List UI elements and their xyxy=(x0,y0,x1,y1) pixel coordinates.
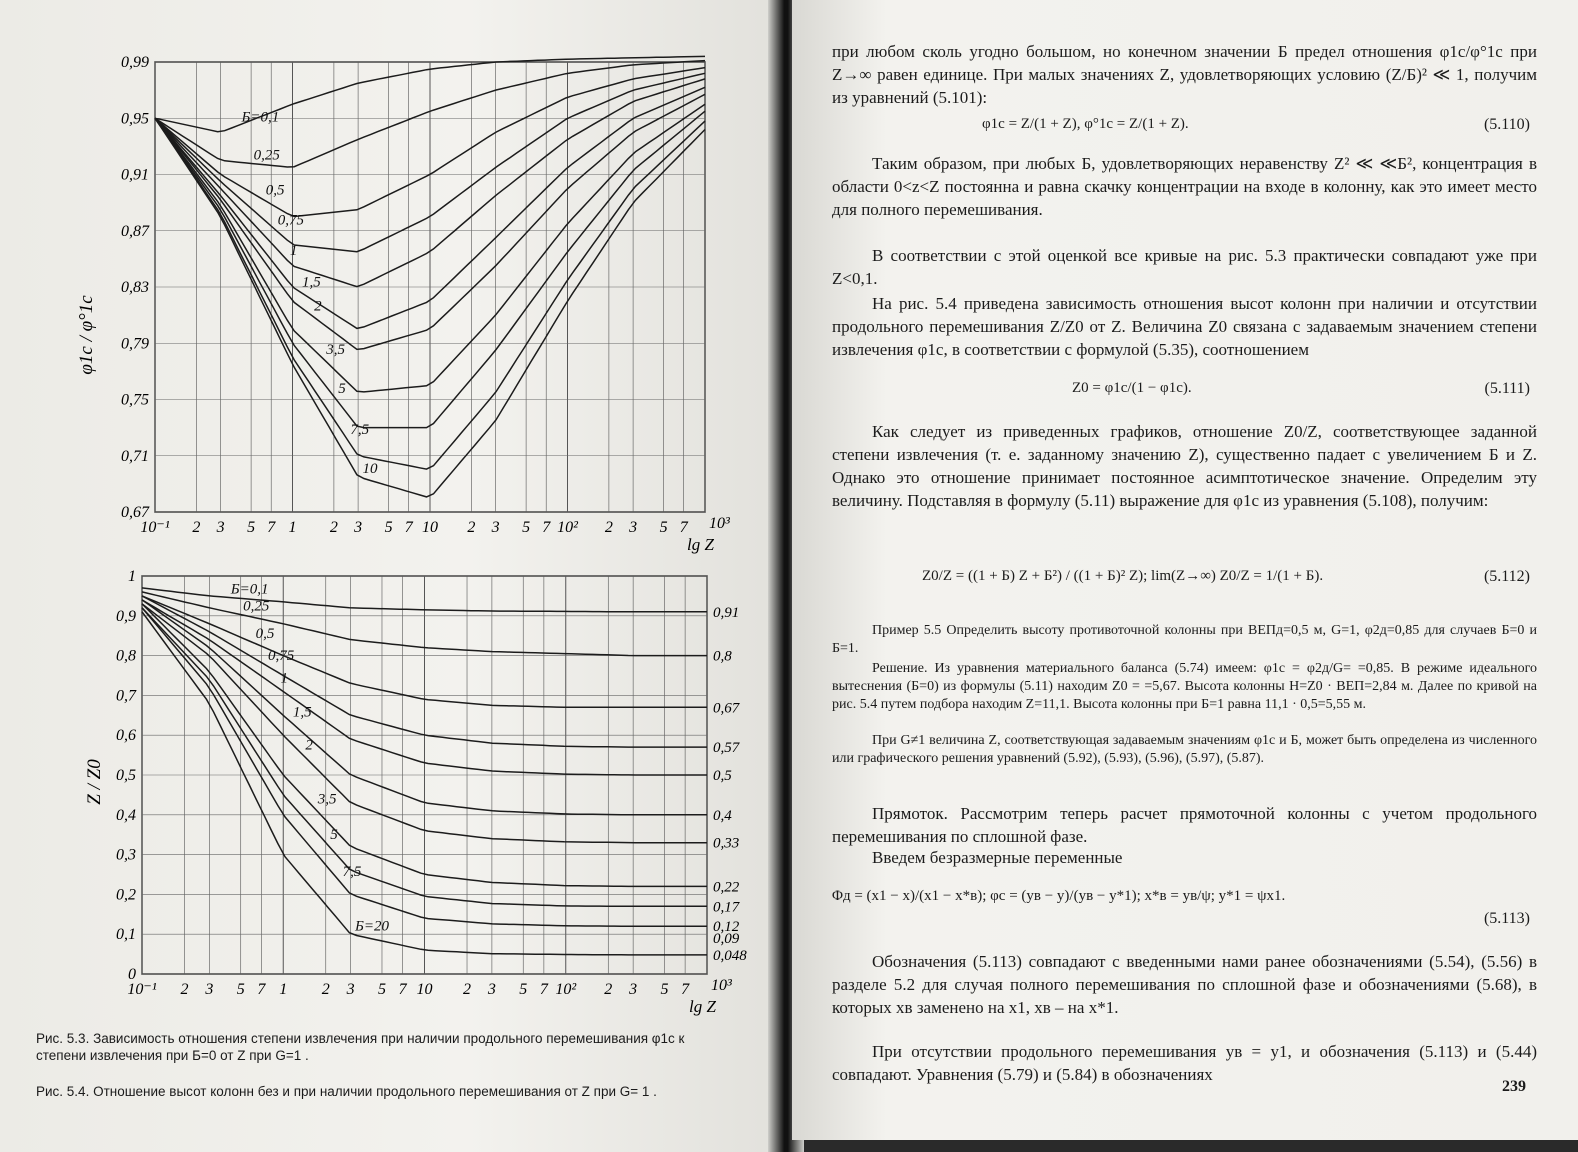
x-tick-label: 5 xyxy=(384,519,393,536)
curve-label: 5 xyxy=(338,381,346,398)
right-axis-value: 0,4 xyxy=(713,807,732,824)
x-tick-label: 10³ xyxy=(711,977,732,994)
equation-5-112: Z0/Z = ((1 + Б) Z + Б²) / ((1 + Б)² Z); lim(Z→∞) Z0/Z = 1/(1 + Б). xyxy=(922,568,1324,584)
y-tick-label: 0,95 xyxy=(121,110,149,128)
right-axis-value: 0,048 xyxy=(713,947,747,964)
y-tick-label: 0 xyxy=(128,966,136,983)
curve-label: 1 xyxy=(289,242,298,259)
curve-label: 3,5 xyxy=(326,341,345,358)
fig53-ylabel: φ1c / φ°1c xyxy=(76,295,97,375)
curve-label: 0,75 xyxy=(277,212,305,229)
y-tick-label: 0,8 xyxy=(116,647,136,665)
curve-label: 1,5 xyxy=(302,274,321,291)
x-tick-label: 5 xyxy=(519,981,528,998)
x-tick-label: 5 xyxy=(659,519,668,536)
y-tick-label: 0,1 xyxy=(116,926,136,944)
paragraph-fig-5-4: На рис. 5.4 приведена зависимость отношения высот колонн при наличии и отсутствии продольного перемешивания Z/Z0 от Z. Величина Z0 связана с задаваемым значением степени извлечения φ1c, в соответствии с формулой (5.35), соотношением xyxy=(832,294,1537,359)
paragraph-limit: при любом сколь угодно большом, но конечном значении Б предел отношения φ1c/φ°1c при Z→∞ равен единице. При малых значениях Z, удовлетворяющих условию (Z/Б)² ≪ 1, получим из уравнений (5.101): xyxy=(832,42,1537,107)
x-tick-label: 7 xyxy=(257,981,266,998)
curve-label: 0,5 xyxy=(255,625,275,642)
x-tick-label: 3 xyxy=(629,519,638,536)
curve-label: 3,5 xyxy=(317,791,337,808)
x-tick-label: 7 xyxy=(679,519,688,536)
right-axis-value: 0,8 xyxy=(713,648,732,665)
paragraph-variables: Введем безразмерные переменные xyxy=(872,848,1123,867)
equation-number-5-111: (5.111) xyxy=(1484,380,1530,397)
equation-5-110: φ1c = Z/(1 + Z), φ°1c = Z/(1 + Z). xyxy=(982,116,1189,132)
right-axis-value: 0,22 xyxy=(713,879,740,896)
curve-label: 10 xyxy=(362,460,378,477)
x-tick-label: 2 xyxy=(321,981,330,998)
y-tick-label: 0,9 xyxy=(116,607,136,625)
right-axis-value: 0,33 xyxy=(713,835,740,852)
y-tick-label: 0,79 xyxy=(121,335,149,353)
paragraph-conclusion: Таким образом, при любых Б, удовлетворяющих неравенству Z² ≪ ≪Б², концентрация в области 0<z<Z постоянна и равна скачку концентрации на входе в колонну, как это имеет место для полного перемешивания. xyxy=(832,154,1537,219)
curve-label: 2 xyxy=(314,298,322,315)
fig54-ylabel: Z / Z0 xyxy=(84,759,105,805)
paragraph-graphs: Как следует из приведенных графиков, отношение Z0/Z, соответствующее заданной степени извлечения (т. е. заданному значению Z), существенно падает с увеличением Б и Z. Однако это отношение принимает постоянное асимптотическое значение. Определим эту величину. Подставляя в формулу (5.11) выражение для φ1c из уравнения (5.108), получим: xyxy=(832,422,1537,510)
y-tick-label: 0,99 xyxy=(121,54,149,71)
page-number: 239 xyxy=(1502,1078,1526,1095)
y-tick-label: 0,7 xyxy=(116,687,136,705)
example-solution: Решение. Из уравнения материального баланса (5.74) имеем: φ1c = φ2д/G= =0,85. В режиме идеального вытеснения (Б=0) из формулы (5.11) находим Z0 = =5,67. Высота колонны H=Z0 · ВЕП=2,84 м. Далее по кривой на рис. 5.4 путем подбора находим Z=11,1. Высота колонны при Б=1 равна 11,1 · 0,5=5,55 м. xyxy=(832,661,1537,712)
curve-label: 0,5 xyxy=(265,182,285,199)
right-axis-value: 0,17 xyxy=(713,899,740,916)
left-page xyxy=(0,0,780,1152)
x-axis-label: lg Z xyxy=(687,535,714,554)
curve-label: 7,5 xyxy=(342,864,362,881)
x-tick-label: 2 xyxy=(192,519,201,536)
right-axis-value: 0,57 xyxy=(713,740,740,757)
equation-5-113: Φд = (x1 − x)/(x1 − x*в); φc = (yв − y)/(yв − y*1); x*в = yв/ψ; y*1 = ψx1. xyxy=(832,888,1286,904)
x-tick-label: 3 xyxy=(491,519,500,536)
x-tick-label: 1 xyxy=(288,519,297,536)
x-tick-label: 3 xyxy=(216,519,225,536)
paragraph-estimate: В соответствии с этой оценкой все кривые на рис. 5.3 практически совпадают уже при Z<0,1. xyxy=(832,246,1537,288)
curve-label: 0,25 xyxy=(243,598,270,615)
paragraph-cocurrent: Прямоток. Рассмотрим теперь расчет прямоточной колонны с учетом продольного перемешивания по сплошной фазе. xyxy=(832,804,1537,846)
y-tick-label: 0,71 xyxy=(121,447,149,465)
figure-5-4-chart xyxy=(0,562,780,1016)
x-tick-label: 3 xyxy=(629,981,638,998)
x-tick-label: 10⁻¹ xyxy=(127,981,157,998)
curve-label: 1 xyxy=(280,670,288,687)
equation-number-5-112: (5.112) xyxy=(1483,568,1530,585)
x-tick-label: 5 xyxy=(236,981,245,998)
x-tick-label: 2 xyxy=(180,981,189,998)
x-tick-label: 2 xyxy=(604,519,613,536)
x-tick-label: 2 xyxy=(467,519,476,536)
x-tick-label: 5 xyxy=(522,519,531,536)
paragraph-notation: Обозначения (5.113) совпадают с введенными нами ранее обозначениями (5.54), (5.56) в разделе 5.2 для случая полного перемешивания по сплошной фазе и обозначениями (5.68), в которых xв заменено на x1, xв – на x*1. xyxy=(832,952,1537,1017)
x-tick-label: 10 xyxy=(416,981,433,998)
paragraph-no-mixing: При отсутствии продольного перемешивания yв = y1, и обозначения (5.113) и (5.44) совпадают. Уравнения (5.79) и (5.84) в обозначениях xyxy=(832,1042,1537,1084)
right-axis-value: 0,5 xyxy=(713,768,732,784)
figure-5-4-caption: Рис. 5.4. Отношение высот колонн без и при наличии продольного перемешивания от Z при G= 1 . xyxy=(36,1084,657,1099)
y-tick-label: 0,3 xyxy=(116,846,136,864)
x-tick-label: 10³ xyxy=(709,515,730,532)
x-tick-label: 10² xyxy=(555,981,577,998)
curve-label: 2 xyxy=(305,737,313,754)
curve-label: 0,25 xyxy=(253,147,280,164)
right-axis-value: 0,91 xyxy=(713,604,740,621)
x-tick-label: 7 xyxy=(542,519,551,536)
x-tick-label: 7 xyxy=(267,519,276,536)
x-tick-label: 3 xyxy=(487,981,496,998)
x-tick-label: 2 xyxy=(604,981,613,998)
equation-number-5-113: (5.113) xyxy=(1483,910,1530,927)
x-tick-label: 7 xyxy=(398,981,407,998)
curve-label: Б=0,1 xyxy=(241,109,280,126)
equation-number-5-110: (5.110) xyxy=(1483,116,1530,133)
x-tick-label: 2 xyxy=(463,981,472,998)
y-tick-label: 0,75 xyxy=(121,391,149,409)
y-tick-label: 0,6 xyxy=(116,727,136,745)
equation-5-111: Z0 = φ1c/(1 − φ1c). xyxy=(1072,380,1192,396)
figure-5-3-chart xyxy=(0,0,780,560)
x-tick-label: 1 xyxy=(279,981,288,998)
right-axis-value: 0,12 xyxy=(713,919,740,936)
x-tick-label: 3 xyxy=(346,981,355,998)
right-axis-value: 0,09 xyxy=(713,931,740,948)
x-tick-label: 5 xyxy=(660,981,669,998)
y-tick-label: 0,67 xyxy=(121,504,149,521)
x-tick-label: 10⁻¹ xyxy=(140,519,170,536)
curve-label: 5 xyxy=(330,827,338,844)
x-tick-label: 2 xyxy=(329,519,338,536)
x-tick-label: 7 xyxy=(404,519,413,536)
y-tick-label: 0,4 xyxy=(116,806,136,824)
curve-label: Б=0,1 xyxy=(230,581,269,598)
curve-label: 7,5 xyxy=(350,422,370,439)
x-tick-label: 3 xyxy=(354,519,363,536)
y-tick-label: 1 xyxy=(128,568,136,585)
x-tick-label: 7 xyxy=(681,981,690,998)
y-tick-label: 0,2 xyxy=(116,886,136,904)
x-axis-label: lg Z xyxy=(689,997,716,1016)
x-tick-label: 5 xyxy=(247,519,256,536)
y-tick-label: 0,91 xyxy=(121,166,149,184)
x-tick-label: 10² xyxy=(557,519,578,536)
right-page xyxy=(792,0,1578,1140)
example-note: При G≠1 величина Z, соответствующая задаваемым значениям φ1c и Б, может быть определена из численного или графического решения уравнений (5.92), (5.93), (5.96), (5.97), (5.87). xyxy=(832,733,1537,766)
right-axis-value: 0,67 xyxy=(713,700,740,717)
figure-5-3-caption: Рис. 5.3. Зависимость отношения степени извлечения при наличии продольного перемешивания φ1c к степени извлечения при Б=0 от Z при G=1 . xyxy=(36,1031,685,1063)
y-tick-label: 0,83 xyxy=(121,279,149,296)
curve-label: 1,5 xyxy=(292,704,312,721)
curve-label: Б=20 xyxy=(355,918,390,935)
y-tick-label: 0,87 xyxy=(121,222,149,240)
x-tick-label: 7 xyxy=(539,981,548,998)
example-5-5: Пример 5.5 Определить высоту противоточной колонны при ВЕПд=0,5 м, G=1, φ2д=0,85 для случаев Б=0 и Б=1. xyxy=(832,623,1537,656)
x-tick-label: 5 xyxy=(377,981,386,998)
x-tick-label: 10 xyxy=(422,519,438,536)
x-tick-label: 3 xyxy=(205,981,214,998)
y-tick-label: 0,5 xyxy=(116,767,136,784)
curve-label: 0,75 xyxy=(268,648,295,665)
